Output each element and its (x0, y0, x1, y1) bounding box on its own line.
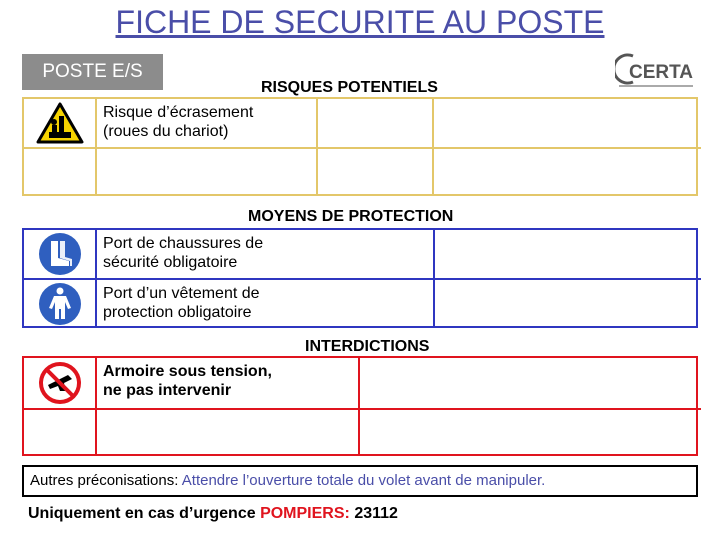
risque-empty-cell (434, 99, 701, 149)
urgence-label: Uniquement en cas d’urgence (28, 505, 256, 522)
interdiction-item (97, 358, 360, 410)
page-title: FICHE DE SECURITE AU POSTE (115, 4, 605, 40)
risques-title: RISQUES POTENTIELS (261, 79, 438, 96)
interdiction-empty-cell (97, 410, 360, 456)
risque-line1: Risque d’écrasement (103, 104, 254, 121)
protection-item (97, 280, 435, 328)
risque-empty-cell (24, 149, 97, 196)
interdictions-icon-cell (24, 358, 97, 410)
protection-line2: sécurité obligatoire (103, 254, 238, 271)
interdictions-table (22, 356, 698, 456)
logo-text: CERTA (629, 62, 694, 83)
risques-icon-cell (24, 99, 97, 149)
risques-table (22, 97, 698, 196)
interdiction-line2: ne pas intervenir (103, 382, 232, 399)
urgence-line (28, 505, 398, 523)
certa-logo-icon (615, 52, 697, 92)
autres-preconisations (22, 465, 698, 497)
safety-boots-icon (38, 232, 82, 276)
interdictions-title: INTERDICTIONS (305, 338, 430, 355)
interdiction-empty-cell (24, 410, 97, 456)
interdiction-empty-cell (360, 410, 701, 456)
interdiction-empty-cell (360, 358, 701, 410)
risque-empty-cell (434, 149, 701, 196)
protection-title: MOYENS DE PROTECTION (248, 208, 454, 225)
crushing-hazard-icon (36, 102, 84, 144)
risque-item (97, 99, 318, 149)
protection-icon-cell (24, 230, 97, 280)
risque-empty-cell (318, 149, 434, 196)
risque-empty-cell (97, 149, 318, 196)
protection-line1: Port de chaussures de (103, 235, 264, 252)
protection-line2: protection obligatoire (103, 304, 252, 321)
interdiction-line1: Armoire sous tension, (103, 363, 272, 380)
protection-item (97, 230, 435, 280)
pompiers-label: POMPIERS: (260, 505, 350, 522)
protection-line1: Port d’un vêtement de (103, 285, 260, 302)
protection-icon-cell (24, 280, 97, 328)
risque-line2: (roues du chariot) (103, 123, 229, 140)
pompiers-number: 23112 (354, 505, 398, 522)
protective-clothing-icon (38, 282, 82, 326)
risque-empty-cell (318, 99, 434, 149)
protection-empty-cell (435, 230, 701, 280)
protection-table (22, 228, 698, 328)
autres-label: Autres préconisations: (30, 472, 179, 489)
protection-empty-cell (435, 280, 701, 328)
autres-value: Attendre l’ouverture totale du volet avant de manipuler. (181, 472, 546, 489)
no-intervention-icon (38, 361, 82, 405)
poste-label: POSTE E/S (22, 54, 163, 90)
